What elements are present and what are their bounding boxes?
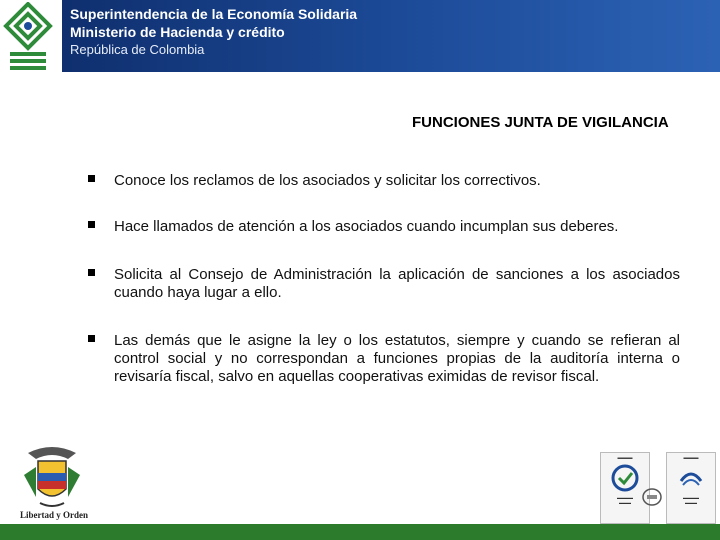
cert-header-icon: ▬▬▬ <box>617 455 633 461</box>
header-banner <box>62 0 720 72</box>
crest-caption: Libertad y Orden <box>19 510 88 520</box>
iqnet-seal-icon <box>642 488 662 506</box>
bullet-square-icon <box>88 221 95 228</box>
bullet-text: Las demás que le asigne la ley o los estatutos, siempre y cuando se refieran al control social y no correspondan a funciones propias de la auditoría interna o revisaría fiscal, salvo en aquellas cooperativas eximidas de revisor fiscal. <box>114 332 680 385</box>
bullet-text: Solicita al Consejo de Administración la aplicación de sanciones a los asociados cuando haya lugar a ello. <box>114 266 680 301</box>
bullet-text: Conoce los reclamos de los asociados y solicitar los correctivos. <box>114 172 541 189</box>
bullet-text: Hace llamados de atención a los asociados cuando incumplan sus deberes. <box>114 218 619 235</box>
header-line-1: Superintendencia de la Economía Solidaria <box>70 6 358 22</box>
supersolidaria-logo-icon <box>2 2 54 74</box>
bullet-square-icon <box>88 335 95 342</box>
bullet-square-icon <box>88 175 95 182</box>
certification-seal-icon <box>609 463 641 493</box>
header-line-3: República de Colombia <box>70 42 205 57</box>
header <box>0 0 720 76</box>
footer-bar <box>0 524 720 540</box>
bullet-square-icon <box>88 269 95 276</box>
certification-seal-icon <box>675 463 707 493</box>
certification-badge <box>666 452 716 524</box>
cert-text-icon: ▬▬▬▬ ▬▬▬ <box>683 495 699 505</box>
header-line-2: Ministerio de Hacienda y crédito <box>70 24 285 40</box>
cert-header-icon: ▬▬▬ <box>683 455 699 461</box>
page-title: FUNCIONES JUNTA DE VIGILANCIA <box>412 114 669 131</box>
cert-text-icon: ▬▬▬▬ ▬▬▬ <box>617 495 633 505</box>
